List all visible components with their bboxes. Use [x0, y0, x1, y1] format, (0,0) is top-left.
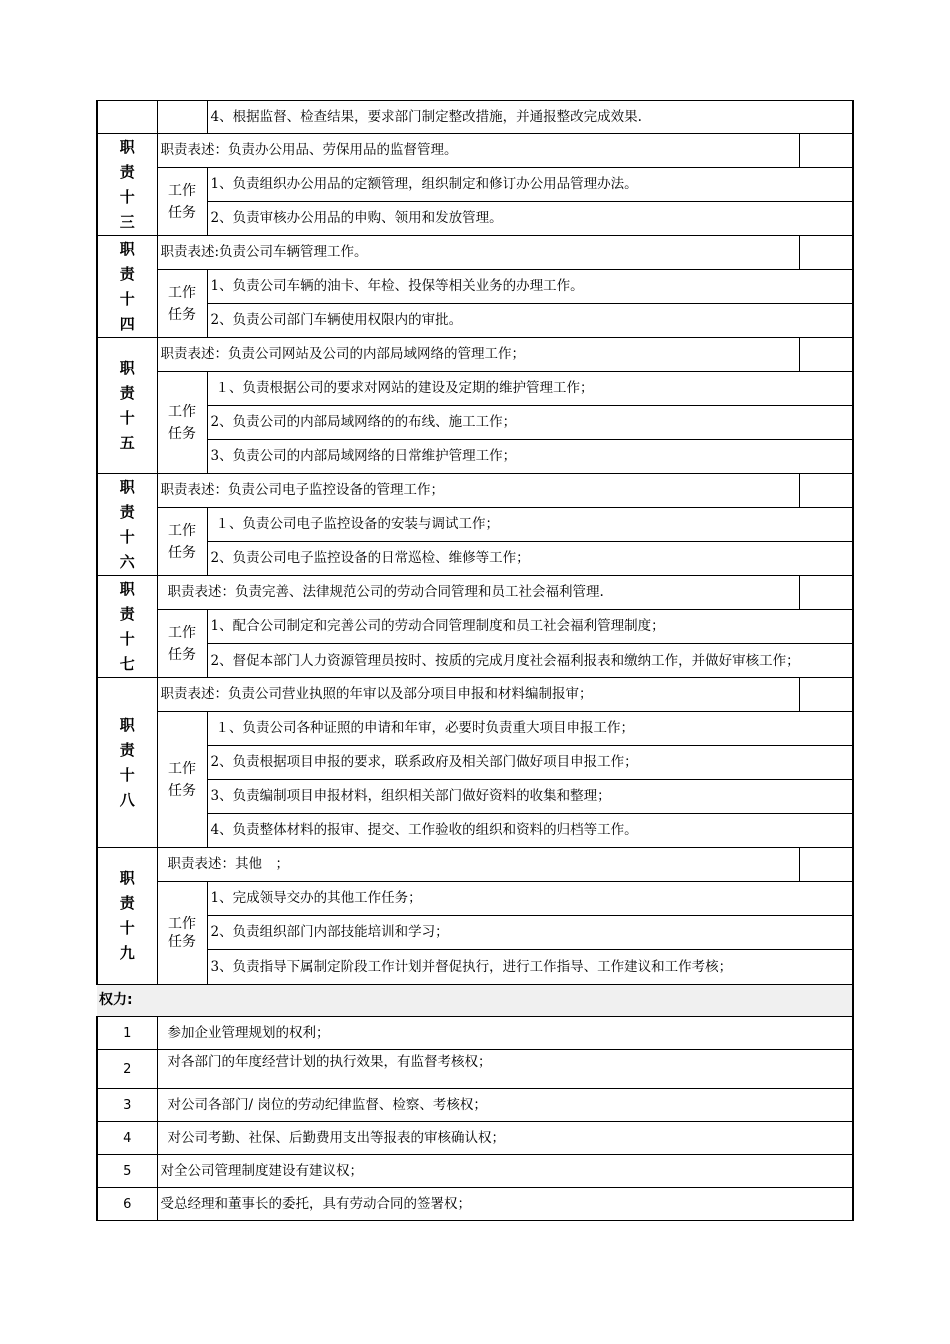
- task-item: 2、负责根据项目申报的要求，联系政府及相关部门做好项目申报工作；: [207, 746, 853, 780]
- powers-heading-row: [97, 985, 853, 1017]
- duty-18-statement-row: [97, 678, 853, 712]
- duty-statement: 职责表述：其他 ；: [157, 848, 799, 882]
- power-text: 参加企业管理规划的权利；: [157, 1017, 853, 1050]
- task-item: 3、负责公司的内部局域网络的日常维护管理工作；: [207, 440, 853, 474]
- blank-cell: [799, 678, 853, 712]
- duty-statement: 职责表述:负责公司车辆管理工作。: [157, 236, 799, 270]
- blank-cell: [799, 474, 853, 508]
- task-item: １、负责公司电子监控设备的安装与调试工作；: [207, 508, 853, 542]
- duty-15-statement-row: [97, 338, 853, 372]
- duties-sheet: [96, 100, 852, 1221]
- task-item: 1、负责公司车辆的油卡、年检、投保等相关业务的办理工作。: [207, 270, 853, 304]
- duty-13-label: 职 责 十 三: [97, 134, 157, 236]
- task-label: 工作 任务: [157, 372, 207, 474]
- task-item: 3、负责指导下属制定阶段工作计划并督促执行，进行工作指导、工作建议和工作考核；: [207, 950, 853, 985]
- duty-statement: 职责表述：负责公司网站及公司的内部局域网络的管理工作；: [157, 338, 799, 372]
- duty-19-statement-row: [97, 848, 853, 882]
- powers-heading: 权力:: [97, 985, 853, 1017]
- duty-statement: 职责表述：负责公司电子监控设备的管理工作；: [157, 474, 799, 508]
- task-item: 1、完成领导交办的其他工作任务；: [207, 882, 853, 916]
- duty-16-statement-row: [97, 474, 853, 508]
- duty-label-cell: [97, 101, 157, 134]
- task-item: 1、负责组织办公用品的定额管理，组织制定和修订办公用品管理办法。: [207, 168, 853, 202]
- task-label: 工作 任务: [157, 712, 207, 848]
- duty-17-label: 职 责 十 七: [97, 576, 157, 678]
- duty-statement: 职责表述：负责完善、法律规范公司的劳动合同管理和员工社会福利管理.: [157, 576, 799, 610]
- duty-statement: 职责表述：负责办公用品、劳保用品的监督管理。: [157, 134, 799, 168]
- power-row: [97, 1188, 853, 1221]
- task-item: 4、根据监督、检查结果，要求部门制定整改措施，并通报整改完成效果.: [207, 101, 853, 134]
- task-item: 2、督促本部门人力资源管理员按时、按质的完成月度社会福利报表和缴纳工作，并做好审核工作；: [207, 644, 853, 678]
- power-row: [97, 1017, 853, 1050]
- power-text: 对全公司管理制度建设有建议权；: [157, 1155, 853, 1188]
- blank-cell: [799, 338, 853, 372]
- power-number: 2: [97, 1050, 157, 1089]
- blank-cell: [799, 236, 853, 270]
- task-label: 工作 任务: [157, 508, 207, 576]
- power-text: 对公司各部门/ 岗位的劳动纪律监督、检察、考核权；: [157, 1089, 853, 1122]
- power-text: 对各部门的年度经营计划的执行效果，有监督考核权；: [157, 1050, 853, 1089]
- task-item: 2、负责公司的内部局域网络的的布线、施工工作；: [207, 406, 853, 440]
- task-item: １、负责根据公司的要求对网站的建设及定期的维护管理工作；: [207, 372, 853, 406]
- task-item: 3、负责编制项目申报材料，组织相关部门做好资料的收集和整理；: [207, 780, 853, 814]
- duty-17-statement-row: [97, 576, 853, 610]
- task-label: 工作 任务: [157, 882, 207, 985]
- power-number: 3: [97, 1089, 157, 1122]
- duty-15-label: 职 责 十 五: [97, 338, 157, 474]
- task-item: 2、负责公司电子监控设备的日常巡检、维修等工作；: [207, 542, 853, 576]
- power-number: 6: [97, 1188, 157, 1221]
- duty-14-statement-row: [97, 236, 853, 270]
- power-number: 5: [97, 1155, 157, 1188]
- task-label: 工作 任务: [157, 610, 207, 678]
- blank-cell: [799, 134, 853, 168]
- duty-14-label: 职 责 十 四: [97, 236, 157, 338]
- task-item: 2、负责组织部门内部技能培训和学习；: [207, 916, 853, 950]
- duty-13-statement-row: [97, 134, 853, 168]
- duty-statement: 职责表述：负责公司营业执照的年审以及部分项目申报和材料编制报审；: [157, 678, 799, 712]
- power-row: [97, 1089, 853, 1122]
- task-item: 4、负责整体材料的报审、提交、工作验收的组织和资料的归档等工作。: [207, 814, 853, 848]
- duty-19-label: 职 责 十 九: [97, 848, 157, 985]
- task-label: 工作 任务: [157, 270, 207, 338]
- task-label-cell: [157, 101, 207, 134]
- power-number: 4: [97, 1122, 157, 1155]
- task-label: 工作 任务: [157, 168, 207, 236]
- task-item: 2、负责审核办公用品的申购、领用和发放管理。: [207, 202, 853, 236]
- power-row: [97, 1122, 853, 1155]
- power-row: [97, 1155, 853, 1188]
- power-text: 受总经理和董事长的委托，具有劳动合同的签署权；: [157, 1188, 853, 1221]
- duties-table: [96, 100, 854, 1221]
- blank-cell: [799, 576, 853, 610]
- duty-18-label: 职 责 十 八: [97, 678, 157, 848]
- power-row: [97, 1050, 853, 1089]
- power-text: 对公司考勤、社保、后勤费用支出等报表的审核确认权；: [157, 1122, 853, 1155]
- task-item: １、负责公司各种证照的申请和年审，必要时负责重大项目申报工作；: [207, 712, 853, 746]
- power-number: 1: [97, 1017, 157, 1050]
- task-item: 2、负责公司部门车辆使用权限内的审批。: [207, 304, 853, 338]
- blank-cell: [799, 848, 853, 882]
- task-item: 1、配合公司制定和完善公司的劳动合同管理制度和员工社会福利管理制度；: [207, 610, 853, 644]
- continuation-row: [97, 101, 853, 134]
- duty-16-label: 职 责 十 六: [97, 474, 157, 576]
